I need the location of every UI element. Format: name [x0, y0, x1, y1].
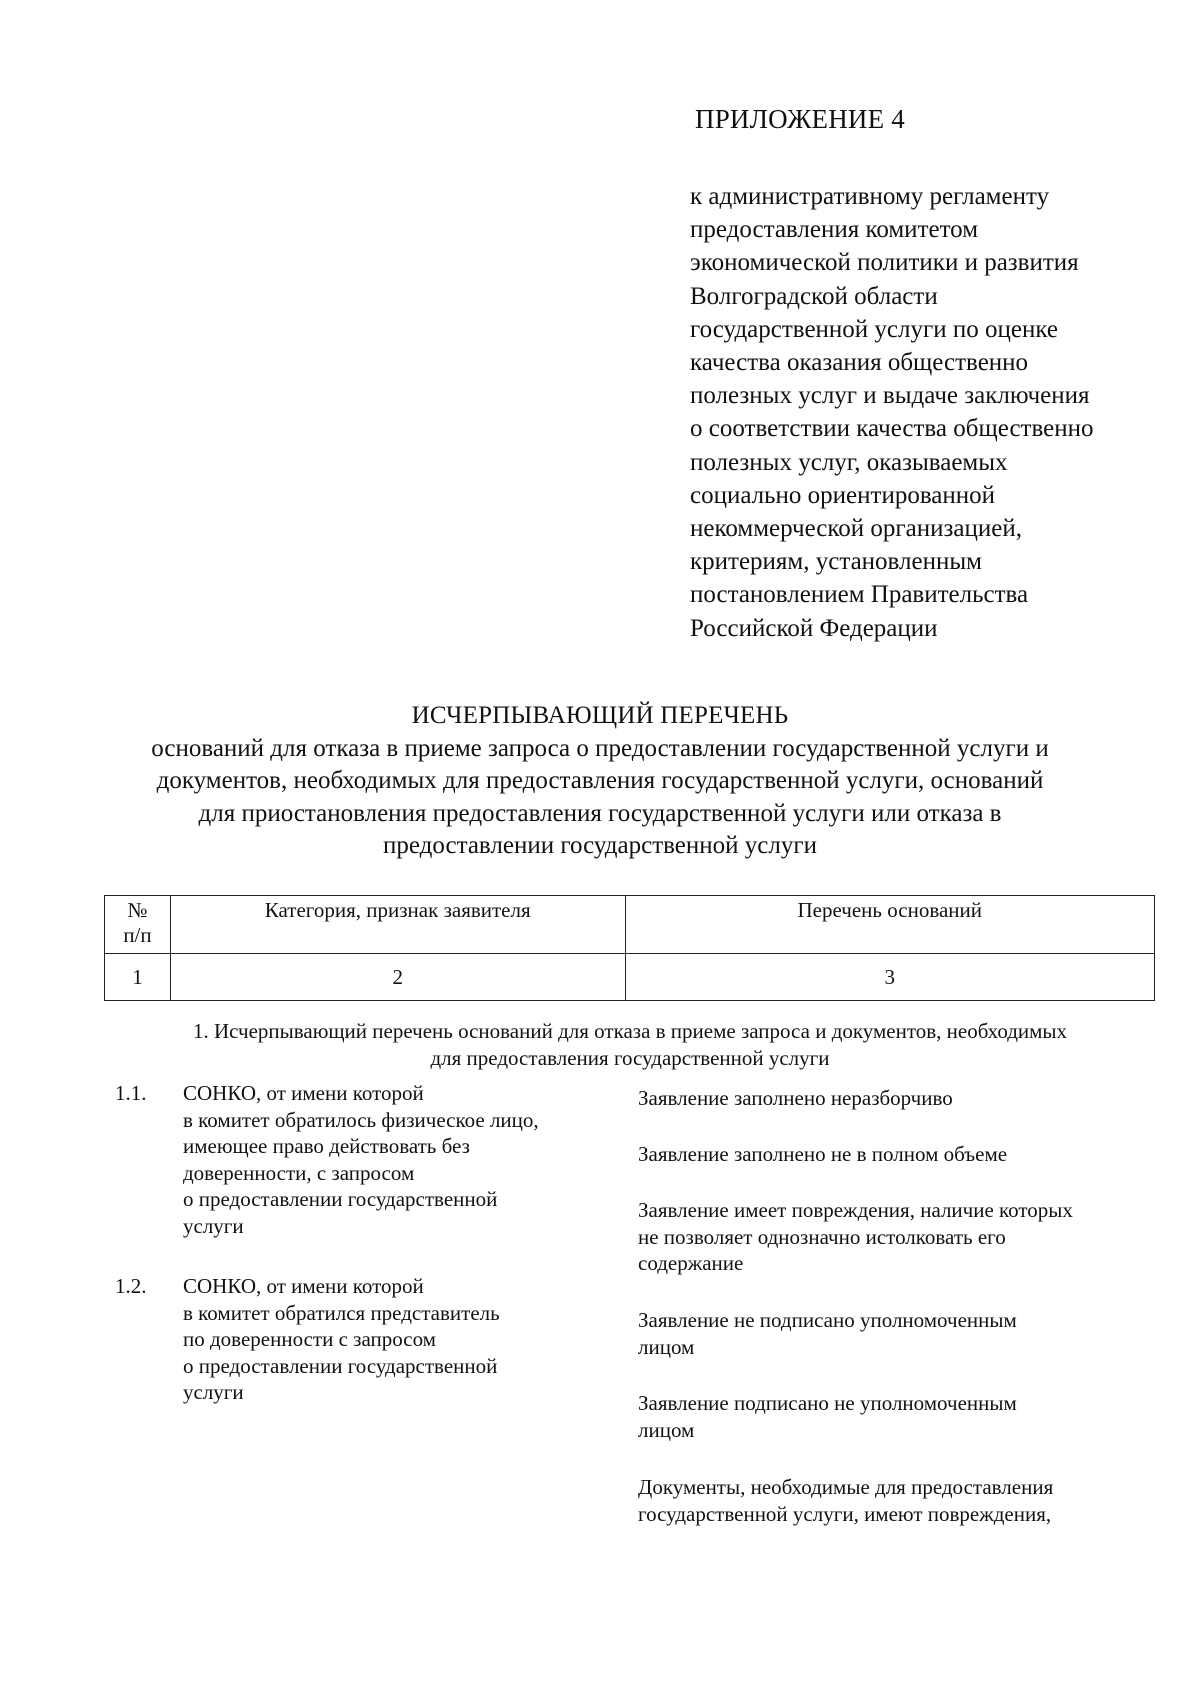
- header-table: [104, 895, 1155, 1001]
- col-number-sign: №: [127, 898, 148, 922]
- col-index-3: 3: [625, 954, 1155, 1001]
- item-line: в комитет обратился представитель: [183, 1300, 500, 1325]
- annex-line: социально ориентированной: [690, 481, 996, 509]
- col-number-abbr: п/п: [123, 923, 152, 947]
- item-text: [183, 1080, 539, 1239]
- annex-line: постановлением Правительства: [690, 581, 1029, 609]
- reason-item: [638, 1141, 1007, 1168]
- reason-line: Заявление не подписано уполномоченным: [638, 1308, 1017, 1332]
- item-line: СОНКО, от имени которой: [183, 1274, 424, 1298]
- reason-line: Заявление заполнено неразборчиво: [638, 1086, 953, 1110]
- reason-item: [638, 1197, 1073, 1277]
- table-numbering-row: [105, 954, 1155, 1001]
- heading-line: документов, необходимых для предоставления государственной услуги, оснований: [156, 767, 1044, 794]
- annex-subtitle: [690, 180, 1170, 645]
- reason-line: Документы, необходимые для предоставления: [638, 1475, 1054, 1499]
- item-line: о предоставлении государственной: [183, 1353, 498, 1378]
- reason-item: [638, 1390, 1017, 1443]
- item-line: доверенности, с запросом: [183, 1160, 415, 1185]
- reason-line: лицом: [638, 1334, 695, 1359]
- reason-item: [638, 1085, 953, 1112]
- item-text: [183, 1273, 500, 1406]
- reason-line: содержание: [638, 1251, 744, 1275]
- reason-item: [638, 1307, 1017, 1360]
- section-1-line: для предоставления государственной услуги: [430, 1046, 830, 1070]
- annex-line: предоставления комитетом: [690, 216, 979, 244]
- col-number-header: [105, 896, 171, 954]
- annex-line: полезных услуг, оказываемых: [690, 448, 1008, 476]
- reason-line: не позволяет однозначно истолковать его: [638, 1224, 1006, 1249]
- item-line: в комитет обратилось физическое лицо,: [183, 1107, 539, 1132]
- col-category-header: Категория, признак заявителя: [170, 896, 625, 954]
- item-number: 1.1.: [115, 1081, 147, 1105]
- item-number: 1.2.: [115, 1274, 147, 1298]
- annex-line: некоммерческой организацией,: [690, 515, 1022, 543]
- heading-line: предоставлении государственной услуги: [383, 832, 817, 859]
- reason-line: лицом: [638, 1417, 695, 1442]
- item-line: услуги: [183, 1213, 244, 1238]
- annex-line: качества оказания общественно: [690, 349, 1029, 377]
- item-line: по доверенности с запросом: [183, 1327, 436, 1351]
- annex-line: государственной услуги по оценке: [690, 315, 1058, 343]
- annex-line: критериям, установленным: [690, 548, 982, 576]
- item-line: о предоставлении государственной: [183, 1187, 498, 1211]
- item-line: имеющее право действовать без: [183, 1134, 470, 1158]
- annex-line: Российской Федерации: [690, 614, 938, 642]
- heading-line: для приостановления предоставления государственной услуги или отказа в: [198, 799, 1002, 827]
- annex-title: ПРИЛОЖЕНИЕ 4: [695, 104, 905, 134]
- annex-line: экономической политики и развития: [690, 249, 1079, 277]
- heading-line: оснований для отказа в приеме запроса о предоставлении государственной услуги и: [151, 734, 1049, 762]
- annex-line: к административному регламенту: [690, 183, 1050, 210]
- list-item-1-1: [115, 1080, 615, 1250]
- reason-line: Заявление заполнено не в полном объеме: [638, 1142, 1008, 1166]
- col-reasons-header: Перечень оснований: [625, 896, 1155, 954]
- document-heading: [0, 700, 1200, 863]
- list-item-1-2: [115, 1273, 615, 1413]
- reason-line: государственной услуги, имеют повреждения,: [638, 1501, 1052, 1526]
- table-header-row: [105, 896, 1155, 954]
- annex-line: Волгоградской области: [690, 282, 938, 310]
- section-1-title: [0, 1018, 1200, 1072]
- item-line: СОНКО, от имени которой: [183, 1081, 424, 1105]
- reason-item: [638, 1474, 1053, 1527]
- heading-title: ИСЧЕРПЫВАЮЩИЙ ПЕРЕЧЕНЬ: [411, 702, 789, 729]
- col-index-2: 2: [170, 954, 625, 1001]
- reason-line: Заявление подписано не уполномоченным: [638, 1391, 1017, 1415]
- reason-line: Заявление имеет повреждения, наличие которых: [638, 1198, 1073, 1222]
- item-line: услуги: [183, 1380, 244, 1404]
- annex-line: полезных услуг и выдаче заключения: [690, 382, 1090, 410]
- annex-line: о соответствии качества общественно: [690, 415, 1094, 443]
- col-index-1: 1: [105, 954, 171, 1001]
- section-1-line: 1. Исчерпывающий перечень оснований для отказа в приеме запроса и документов, необходимых: [192, 1019, 1068, 1043]
